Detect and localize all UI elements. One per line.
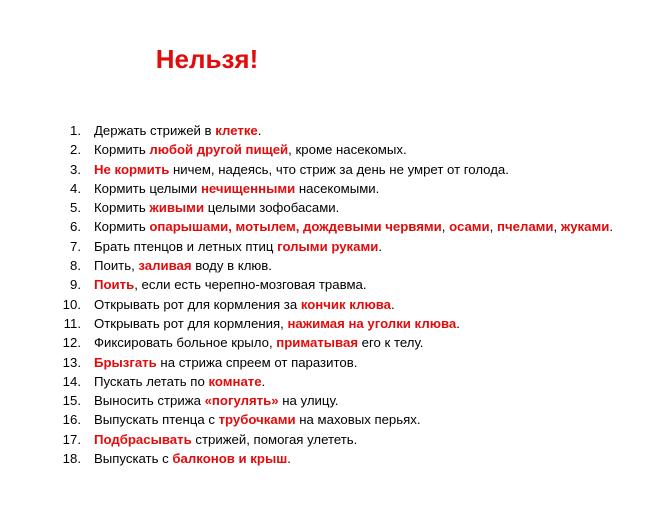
list-item-number: 16. — [62, 412, 81, 428]
text-segment: . — [456, 315, 460, 331]
list-item-text — [94, 237, 382, 256]
highlighted-phrase: балконов и крыш — [172, 451, 288, 467]
list-item-text — [94, 391, 338, 410]
text-segment: стрижей, помогая улететь. — [191, 431, 358, 447]
list-item-number: 2. — [70, 142, 81, 158]
text-segment: на маховых перьях. — [295, 412, 421, 428]
list-item — [0, 237, 640, 256]
text-segment: целыми зофобасами. — [204, 200, 340, 216]
list-item-number: 7. — [70, 238, 81, 254]
list-item-number: 17. — [62, 431, 81, 447]
highlighted-phrase: любой другой пищей — [149, 142, 289, 158]
highlighted-phrase: Подбрасывать — [94, 431, 192, 447]
list-item-text — [94, 410, 421, 429]
list-item-text — [94, 217, 613, 236]
list-item-text — [94, 275, 367, 294]
page-title: Нельзя! — [155, 44, 259, 74]
highlighted-phrase: клетке — [215, 123, 258, 138]
text-segment: Пускать летать по — [94, 373, 209, 389]
list-item — [0, 353, 640, 372]
list-item-text — [94, 430, 357, 449]
text-segment: Выпускать птенца с — [94, 412, 219, 428]
highlighted-phrase: голыми руками — [277, 238, 379, 254]
list-item — [0, 275, 640, 294]
list-item-number: 13. — [62, 354, 81, 370]
list-item-number: 14. — [62, 373, 81, 389]
list-item-text — [94, 256, 272, 275]
highlighted-phrase: жуками — [560, 219, 610, 235]
list-item-number: 4. — [70, 180, 81, 196]
list-item-text — [94, 179, 379, 198]
list-item-text — [94, 160, 509, 179]
text-segment: . — [609, 219, 614, 235]
text-segment: . — [390, 296, 395, 312]
highlighted-phrase: нажимая на уголки клюва — [287, 315, 457, 331]
highlighted-phrase: Не кормить — [94, 161, 170, 177]
list-item — [0, 449, 640, 468]
highlighted-phrase: кончик клюва — [300, 296, 391, 312]
list-item — [0, 217, 640, 236]
list-item — [0, 372, 640, 391]
text-segment: , — [553, 219, 561, 235]
list-item-number: 6. — [70, 219, 81, 235]
list-item — [0, 295, 640, 314]
text-segment: . — [378, 238, 383, 254]
list-item — [0, 121, 640, 140]
list-item — [0, 314, 640, 333]
highlighted-phrase: опарышами, мотылем, дождевыми червями — [149, 219, 442, 235]
text-segment: Держать стрижей в — [94, 123, 216, 138]
list-item — [0, 430, 640, 449]
list-item-text — [94, 198, 339, 217]
text-segment: Поить, — [94, 258, 139, 274]
text-segment: , кроме насекомых. — [288, 142, 407, 158]
list-item-text — [94, 121, 261, 140]
highlighted-phrase: осами — [449, 219, 490, 235]
list-item-number: 3. — [70, 161, 81, 177]
list-item-text — [94, 353, 357, 372]
highlighted-phrase: заливая — [138, 258, 192, 274]
highlighted-phrase: приматывая — [276, 335, 359, 351]
text-segment: Выносить стрижа — [94, 393, 205, 409]
list-item-text — [94, 449, 291, 468]
text-segment: , — [441, 219, 450, 235]
text-segment: Выпускать с — [94, 451, 173, 467]
text-segment: на улицу. — [278, 393, 339, 409]
list-item-number: 1. — [70, 123, 81, 138]
text-segment: . — [287, 451, 291, 467]
list-item — [0, 391, 640, 410]
list-item-number: 18. — [62, 451, 81, 467]
text-segment: Кормить целыми — [94, 180, 201, 196]
list-item — [0, 198, 640, 217]
text-segment: Кормить — [94, 219, 150, 235]
list-item-number: 12. — [62, 335, 81, 351]
text-segment: Кормить — [94, 142, 150, 158]
list-item-text — [94, 372, 265, 391]
text-segment: Открывать рот для кормления за — [94, 296, 301, 312]
list-item-number: 15. — [62, 393, 81, 409]
text-segment: Кормить — [94, 200, 150, 216]
text-segment: . — [261, 373, 266, 389]
list-item — [0, 333, 640, 352]
text-segment: ничем, надеясь, что стриж за день не умрет от голода. — [169, 161, 509, 177]
list-item-number: 11. — [63, 315, 81, 331]
highlighted-phrase: Брызгать — [94, 354, 157, 370]
list-item-number: 9. — [70, 277, 81, 293]
list-item-number: 10. — [62, 296, 81, 312]
highlighted-phrase: Поить — [94, 277, 135, 293]
highlighted-phrase: живыми — [149, 200, 205, 216]
list-item-text — [94, 140, 407, 159]
list-item — [0, 410, 640, 429]
list-item — [0, 256, 640, 275]
rules-list — [0, 121, 640, 468]
text-segment: , если есть черепно-мозговая травма. — [134, 277, 367, 293]
text-segment: Фиксировать больное крыло, — [94, 335, 277, 351]
highlighted-phrase: трубочками — [218, 412, 296, 428]
text-segment: Брать птенцов и летных птиц — [94, 238, 278, 254]
text-segment: насекомыми. — [295, 180, 380, 196]
list-item-text — [94, 333, 423, 352]
highlighted-phrase: «погулять» — [204, 393, 279, 409]
list-item-text — [94, 314, 460, 333]
text-segment: воду в клюв. — [191, 258, 272, 274]
text-segment: . — [257, 123, 262, 138]
text-segment: , — [489, 219, 497, 235]
text-segment: Открывать рот для кормления, — [94, 315, 288, 331]
highlighted-phrase: комнате — [208, 373, 262, 389]
list-item-text — [94, 295, 395, 314]
highlighted-phrase: пчелами — [497, 219, 554, 235]
list-item — [0, 179, 640, 198]
text-segment: его к телу. — [358, 335, 424, 351]
list-item — [0, 140, 640, 159]
text-segment: на стрижа спреем от паразитов. — [156, 354, 358, 370]
list-item — [0, 160, 640, 179]
list-item-number: 8. — [70, 258, 81, 274]
highlighted-phrase: нечищенными — [200, 180, 296, 196]
list-item-number: 5. — [70, 200, 81, 216]
